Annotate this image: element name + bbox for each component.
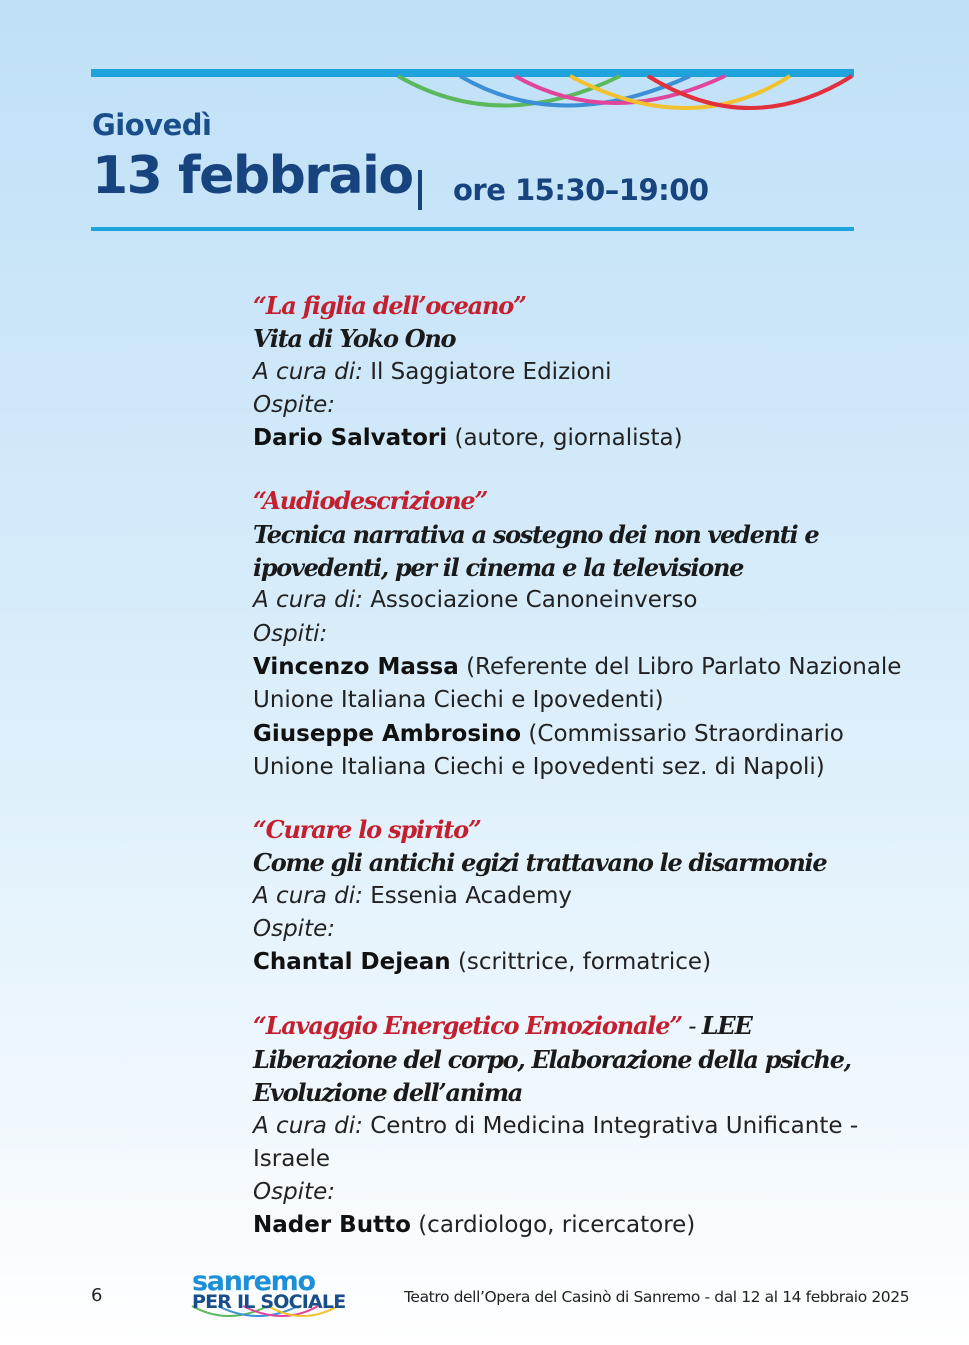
page-number: 6 bbox=[91, 1285, 103, 1306]
guest-role: (autore, giornalista) bbox=[454, 425, 683, 452]
event-subtitle: Vita di Yoko Ono bbox=[253, 324, 456, 354]
guest-line bbox=[253, 651, 902, 684]
event-title: “Lavaggio Energetico Emozionale” bbox=[253, 1010, 682, 1040]
curator-line bbox=[253, 584, 863, 617]
guest-role: Unione Italiana Ciechi e Ipovedenti) bbox=[253, 687, 664, 714]
program-list bbox=[253, 289, 902, 1272]
title-acronym: LEE bbox=[701, 1010, 752, 1040]
curator-value: Centro di Medicina Integrativa Unificante - bbox=[370, 1112, 859, 1139]
curator-label: A cura di: bbox=[253, 882, 363, 909]
venue-text: Teatro dell’Opera del Casinò di Sanremo - dal 12 al 14 febbraio 2025 bbox=[404, 1288, 910, 1306]
guest-name: Dario Salvatori bbox=[253, 425, 448, 452]
guest-role: (scrittrice, formatrice) bbox=[457, 949, 712, 976]
guest-name: Chantal Dejean bbox=[253, 949, 451, 976]
event-1 bbox=[253, 289, 863, 455]
sanremo-logo bbox=[188, 1266, 348, 1328]
event-2 bbox=[253, 484, 902, 784]
guest-role: (Referente del Libro Parlato Nazionale bbox=[466, 653, 902, 680]
guest-line bbox=[253, 946, 863, 979]
event-title: “Curare lo spirito” bbox=[253, 815, 481, 845]
curator-label: A cura di: bbox=[253, 358, 363, 385]
curator-value: Essenia Academy bbox=[370, 882, 573, 909]
guest-role: Unione Italiana Ciechi e Ipovedenti sez. di Napoli) bbox=[253, 753, 825, 780]
event-subtitle: Come gli antichi egizi trattavano le disarmonie bbox=[253, 848, 827, 878]
guest-name: Giuseppe Ambrosino bbox=[253, 720, 522, 747]
guest-line bbox=[253, 1209, 863, 1242]
guest-name: Vincenzo Massa bbox=[253, 653, 459, 680]
curator-label: A cura di: bbox=[253, 587, 363, 614]
event-3 bbox=[253, 813, 863, 979]
event-title-line bbox=[253, 1009, 863, 1043]
curator-value: Il Saggiatore Edizioni bbox=[370, 358, 612, 385]
event-subtitle: Liberazione del corpo, Elaborazione della psiche, bbox=[253, 1044, 851, 1074]
guest-name: Nader Butto bbox=[253, 1212, 411, 1239]
guest-role: (cardiologo, ricercatore) bbox=[418, 1212, 696, 1239]
curator-line bbox=[253, 880, 863, 913]
event-subtitle: ipovedenti, per il cinema e la televisione bbox=[253, 553, 744, 583]
curator-value: Associazione Canoneinverso bbox=[370, 587, 698, 614]
decorative-arcs bbox=[390, 70, 860, 125]
header-separator bbox=[418, 170, 422, 210]
guest-line bbox=[253, 718, 863, 751]
logo-subtitle: PER IL SOCIALE bbox=[192, 1291, 346, 1313]
guest-label: Ospite: bbox=[253, 391, 335, 418]
event-title-suffix bbox=[682, 1012, 752, 1040]
curator-line bbox=[253, 1110, 863, 1143]
guest-line bbox=[253, 422, 863, 455]
event-4 bbox=[253, 1009, 863, 1243]
guest-role: (Commissario Straordinario bbox=[528, 720, 844, 747]
guest-label: Ospiti: bbox=[253, 620, 328, 647]
title-dash: - bbox=[681, 1011, 702, 1040]
event-title: “La figlia dell’oceano” bbox=[253, 291, 526, 320]
day-label: Giovedì bbox=[92, 108, 212, 142]
time-range: ore 15:30–19:00 bbox=[453, 173, 709, 207]
event-subtitle: Evoluzione dell’anima bbox=[253, 1078, 523, 1108]
guest-label: Ospite: bbox=[253, 916, 335, 943]
curator-value: Israele bbox=[253, 1145, 331, 1172]
header-bottom-rule bbox=[91, 227, 854, 231]
curator-line bbox=[253, 356, 863, 389]
logo-wordmark: sanremo bbox=[192, 1266, 315, 1297]
curator-label: A cura di: bbox=[253, 1112, 363, 1139]
event-title: “Audiodescrizione” bbox=[253, 486, 488, 516]
guest-label: Ospite: bbox=[253, 1179, 335, 1206]
date-heading: 13 febbraio bbox=[92, 146, 413, 206]
event-subtitle: Tecnica narrativa a sostegno dei non vedenti e bbox=[253, 519, 819, 549]
